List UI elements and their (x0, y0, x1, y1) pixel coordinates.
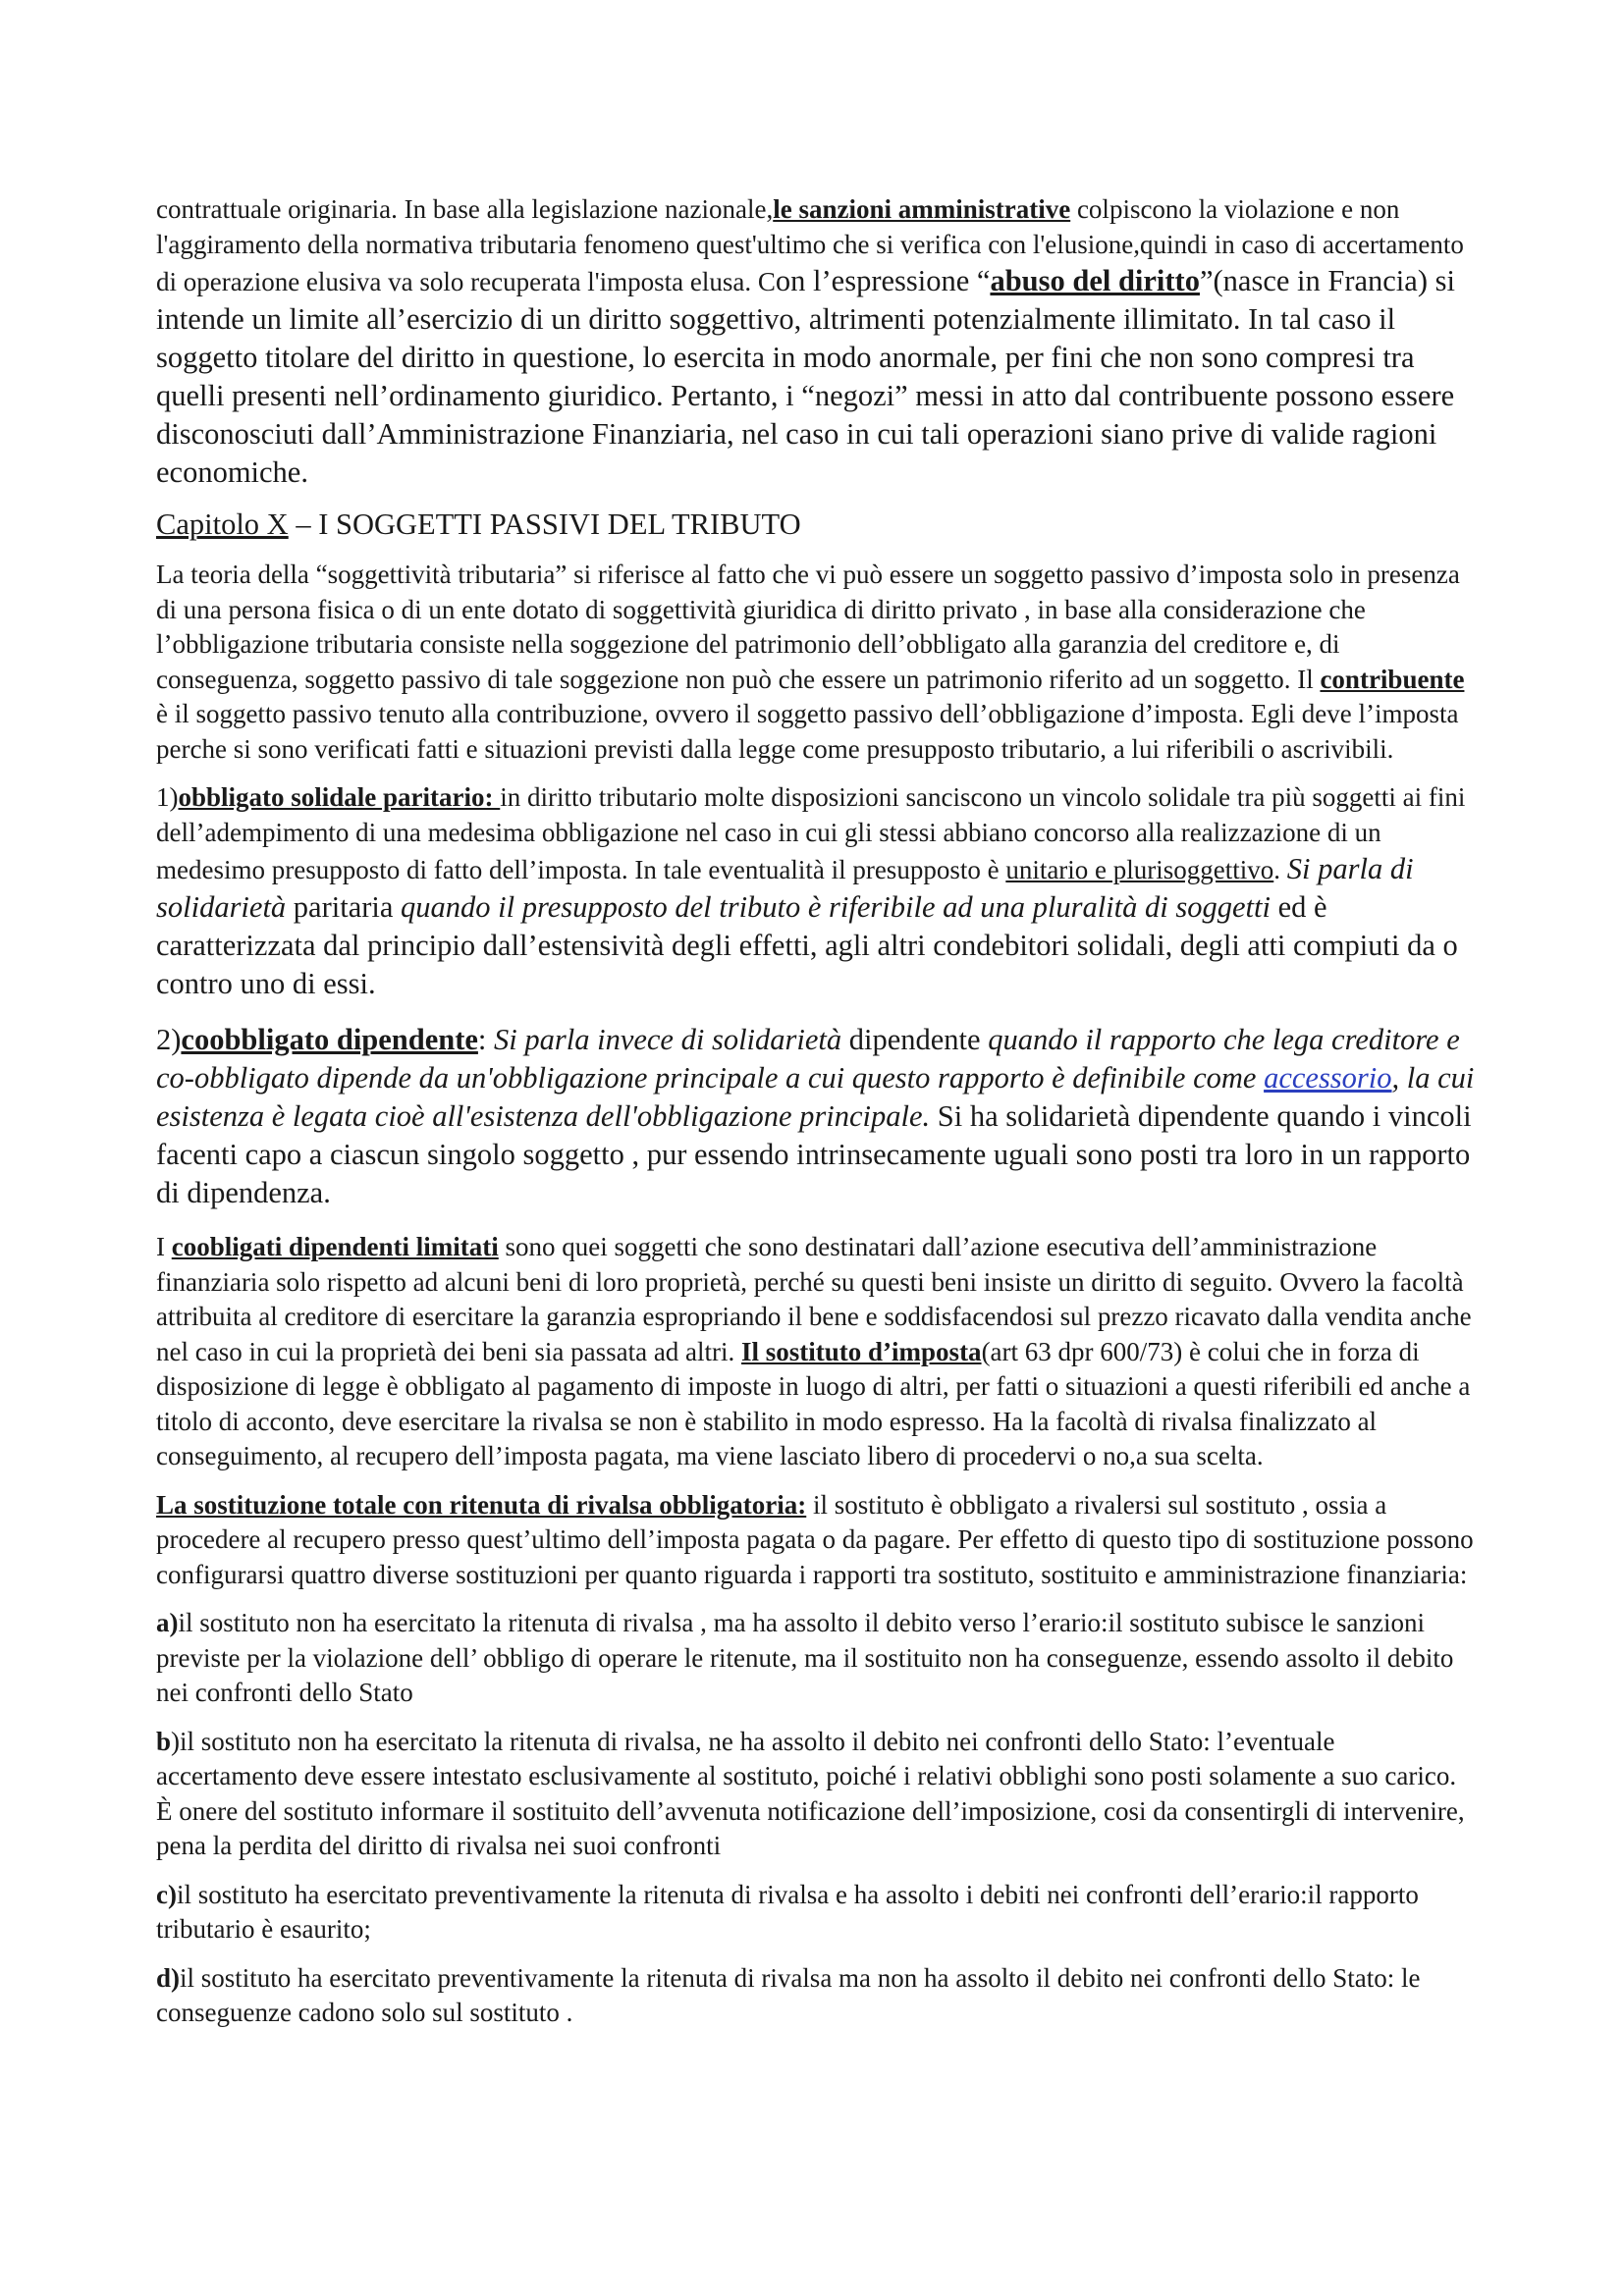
text-run: paritaria (286, 890, 402, 924)
text-run: (art 63 dpr 600/73) è colui che in forza di disposizione di legge è obbligato al pagamento di imposte in luogo di altri, per fatti o situazioni a questi riferibili ed anche a titolo di acconto, deve esercitare la rivalsa se non è stabilito in modo espresso. Ha la facoltà di rivalsa finalizzato al conseguimento, al recupero dell’imposta pagata, ma viene lasciato libero di procedervi o no,a sua scelta. (156, 1336, 1471, 1470)
text-run: : (477, 1023, 495, 1056)
term-sanzioni-amministrative: le sanzioni amministrative (773, 194, 1071, 224)
term-sostituzione-totale: La sostituzione totale con ritenuta di rivalsa obbligatoria: (156, 1489, 807, 1520)
term-unitario-plurisoggettivo: unitario e plurisoggettivo (1005, 855, 1274, 884)
term-coobligati-dipendenti-limitati: coobligati dipendenti limitati (171, 1232, 499, 1261)
item-letter: a) (156, 1608, 179, 1637)
text-run: quando il rapporto che lega creditore e co-obbligato dipende da un'obbligazione principale a cui questo rapporto è definibile come (156, 1023, 1460, 1095)
text-run: I (156, 1232, 172, 1261)
chapter-title: – I SOGGETTI PASSIVI DEL TRIBUTO (288, 507, 801, 541)
text-run: contrattuale originaria. In base alla legislazione nazionale, (156, 194, 774, 224)
abuso-diritto-run (156, 264, 1455, 489)
list-item-b (156, 1725, 1476, 1864)
text-run: Si parla di solidarietà (156, 852, 1414, 924)
item-text: il sostituto ha esercitato preventivamente la ritenuta di rivalsa ma non ha assolto il debito nei confronti dello Stato: le conseguenze cadono solo sul sostituto . (156, 1962, 1421, 2027)
term-contribuente: contribuente (1320, 664, 1465, 694)
item-text: il sostituto ha esercitato preventivamente la ritenuta di rivalsa e ha assolto i debiti nei confronti dell’erario:il rapporto tributario è esaurito; (156, 1879, 1419, 1944)
text-run: quando il presupposto del tributo è riferibile ad una pluralità di soggetti (401, 890, 1271, 924)
text-run: il sostituto è obbligato a rivalersi sul sostituto , ossia a procedere al recupero presso quest’ultimo dell’imposta pagata o da pagare. Per effetto di questo tipo di sostituzione possono configurarsi quattro diverse sostituzioni per quanto riguarda i rapporti tra sostituto, sostituito e amministrazione finanziaria: (156, 1489, 1474, 1589)
text-run: , la cui esistenza è legata cioè all'esistenza dell'obbligazione principale. (156, 1061, 1475, 1133)
item-text: il sostituto non ha esercitato la ritenuta di rivalsa , ma ha assolto il debito verso l’erario:il sostituto subisce le sanzioni previste per la violazione dell’ obbligo di operare le ritenute, ma il sostituito non ha conseguenze, essendo assolto il debito nei confronti dello Stato (156, 1608, 1454, 1707)
paragraph-soggettivita (156, 558, 1476, 767)
list-item-a (156, 1606, 1476, 1711)
text-run: sono quei soggetti che sono destinatari dall’azione esecutiva dell’amministrazione finanziaria solo rispetto ad alcuni beni di loro proprietà, perché su questi beni insiste un diritto di seguito. Ovvero la facoltà attribuita al creditore di esercitare la garanzia espropriando il bene e soddisfacendosi sul prezzo ricavato dalla vendita anche nel caso in cui la proprietà dei beni sia passata ad altri. (156, 1232, 1472, 1366)
text-run: La teoria della “soggettività tributaria” si riferisce al fatto che vi può essere un soggetto passivo d’imposta solo in presenza di una persona fisica o di un ente dotato di soggettività giuridica di diritto privato , in base alla considerazione che l’obbligazione tributaria consiste nella soggezione del patrimonio dell’obbligato alla garanzia del creditore e, di conseguenza, soggetto passivo di tale soggezione non può che essere un patrimonio riferito ad un soggetto. Il (156, 560, 1460, 694)
paragraph-elusione (156, 192, 1476, 492)
term-abuso-del-diritto: abuso del diritto (990, 264, 1200, 297)
list-item-d (156, 1961, 1476, 2031)
item-number: 2) (156, 1023, 182, 1056)
text-run: dipendente (841, 1023, 989, 1056)
item-letter: b (156, 1726, 172, 1756)
text-run: è il soggetto passivo tenuto alla contribuzione, ovvero il soggetto passivo dell’obbligazione d’imposta. Egli deve l’imposta perche si sono verificati fatti e situazioni previsti dalla legge come presupposto tributario, a lui riferibili o ascrivibili. (156, 699, 1459, 764)
text-run: Si parla invece di solidarietà (494, 1023, 842, 1056)
chapter-number: Capitolo X (156, 507, 289, 541)
item-letter: d) (156, 1962, 181, 1993)
item-text: )il sostituto non ha esercitato la ritenuta di rivalsa, ne ha assolto il debito nei confronti dello Stato: l’eventuale accertamento deve essere intestato esclusivamente al sostituto, poiché i relativi obblighi sono posti solamente a suo carico. È onere del sostituto informare il sostituito dell’avvenuta notificazione dell’imposizione, cosi da consentirgli di intervenire, pena la perdita del diritto di rivalsa nei suoi confronti (156, 1726, 1465, 1860)
paragraph-obbligato-solidale (156, 780, 1476, 1003)
text-run: on l’espressione “ (775, 264, 991, 297)
list-item-c (156, 1878, 1476, 1948)
chapter-heading (156, 506, 1476, 544)
term-coobbligato-dipendente: coobbligato dipendente (181, 1023, 478, 1056)
text-run: in diritto tributario molte disposizioni sanciscono un vincolo solidale tra più soggetti ai fini dell’adempimento di una medesima obbligazione nel caso in cui gli stessi abbiano concorso alla realizzazione di un medesimo presupposto di fatto dell’imposta. In tale eventualità il presupposto è (156, 782, 1466, 884)
text-run: colpiscono la violazione e non l'aggiramento della normativa tributaria fenomeno quest'ultimo che si verifica con l'elusione,quindi in caso di accertamento di operazione elusiva va solo recuperata l'imposta elusa. C (156, 194, 1464, 296)
text-run: . (1273, 855, 1287, 884)
term-obbligato-solidale-paritario: obbligato solidale paritario: (178, 782, 501, 812)
term-sostituto-imposta: Il sostituto d’imposta (741, 1336, 982, 1366)
text-run: ed è caratterizzata dal principio dall’estensività degli effetti, agli altri condebitori solidali, degli atti compiuti da o contro uno di essi. (156, 890, 1458, 1000)
paragraph-coobbligato-dipendente (156, 1021, 1476, 1212)
paragraph-coobligati-limitati (156, 1230, 1476, 1474)
text-run: ”(nasce in Francia) si intende un limite all’esercizio di un diritto soggettivo, altrimenti potenzialmente illimitato. In tal caso il soggetto titolare del diritto in questione, lo esercita in modo anormale, per fini che non sono compresi tra quelli presenti nell’ordinamento giuridico. Pertanto, i “negozi” messi in atto dal contribuente possono essere disconosciuti dall’Amministrazione Finanziaria, nel caso in cui tali operazioni siano prive di valide ragioni economiche. (156, 264, 1455, 489)
text-run: Si ha solidarietà dipendente quando i vincoli facenti capo a ciascun singolo soggetto , pur essendo intrinsecamente uguali sono posti tra loro in un rapporto di dipendenza. (156, 1099, 1472, 1209)
accessorio-link[interactable]: accessorio (1264, 1061, 1392, 1095)
item-letter: c) (156, 1879, 177, 1909)
item-number: 1) (156, 782, 179, 812)
paragraph-sostituzione-totale (156, 1488, 1476, 1593)
